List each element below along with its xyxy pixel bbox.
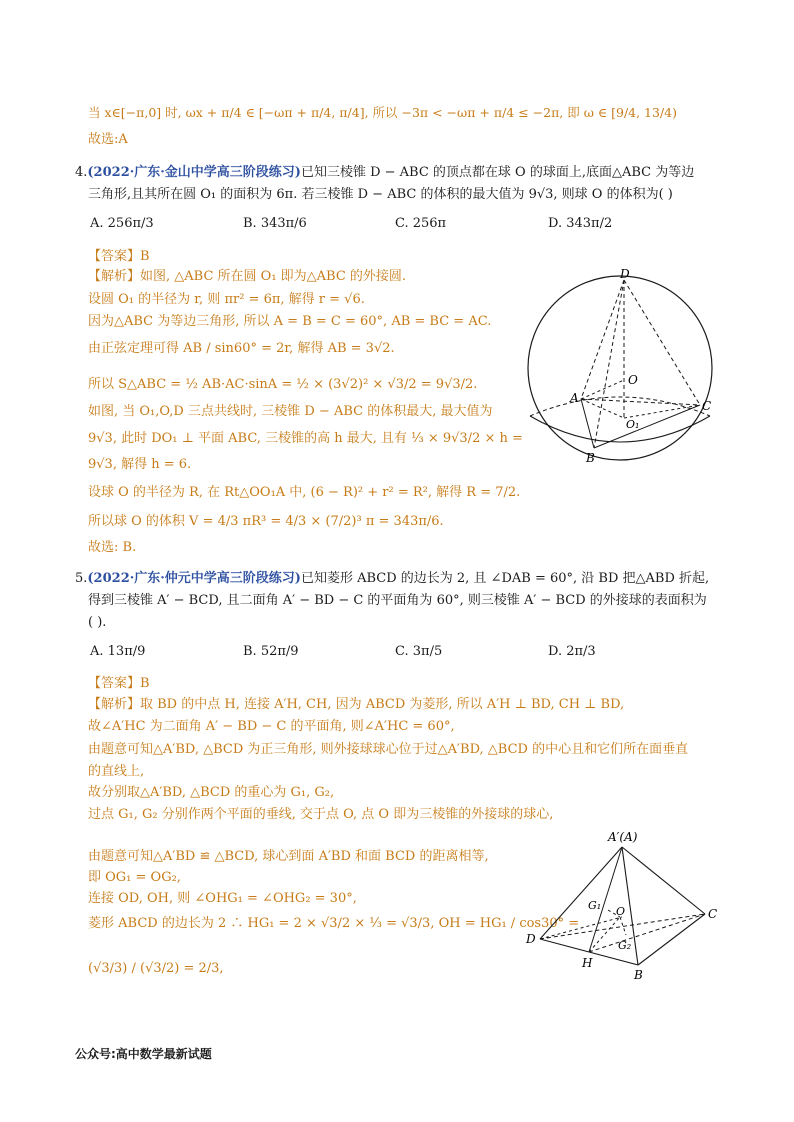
q5-sol-7: 由题意可知△A′BD ≌ △BCD, 球心到面 A′BD 和面 BCD 的距离相等, [88, 849, 489, 864]
q4-fig-label-a: A [570, 391, 579, 405]
q5-answer: 【答案】B [88, 676, 150, 691]
q5-fig-label-d: D [526, 932, 536, 946]
q5-sol-1: 【解析】取 BD 的中点 H, 连接 A′H, CH, 因为 ABCD 为菱形, 所以 A′H ⊥ BD, CH ⊥ BD, [88, 697, 625, 712]
q4-sol-7: 9√3, 此时 DO₁ ⊥ 平面 ABC, 三棱锥的高 h 最大, 且有 ⅓ × 9√3/2 × h = [88, 431, 523, 446]
q5-sol-11: (√3/3) / (√3/2) = 2/3, [88, 961, 224, 976]
q5-option-b[interactable]: B. 52π/9 [243, 644, 299, 659]
q4-stem-2: 三角形,且其所在圆 O₁ 的面积为 6π. 若三棱锥 D − ABC 的体积的最大值为 9√3, 则球 O 的体积为( ) [88, 187, 673, 202]
q5-option-d[interactable]: D. 2π/3 [548, 644, 596, 659]
q3-tail-answer: 故选:A [88, 132, 128, 147]
q4-sol-6: 如图, 当 O₁,O,D 三点共线时, 三棱锥 D − ABC 的体积最大, 最大值为 [88, 404, 493, 419]
q4-stem-1: 已知三棱锥 D − ABC 的顶点都在球 O 的球面上,底面△ABC 为等边 [300, 165, 695, 180]
q4-fig-label-b: B [586, 451, 595, 465]
q5-fig-label-h: H [582, 956, 593, 970]
q4-sol-10: 所以球 O 的体积 V = 4/3 πR³ = 4/3 × (7/2)³ π = 343π/6. [88, 514, 444, 529]
q4-sol-3: 因为△ABC 为等边三角形, 所以 A = B = C = 60°, AB = BC = AC. [88, 314, 492, 329]
q5-tetrahedron-figure [510, 825, 730, 985]
q4-source: (2022·广东·金山中学高三阶段练习) [87, 165, 301, 180]
q4-sol-8: 9√3, 解得 h = 6. [88, 457, 192, 472]
q4-sol-4: 由正弦定理可得 AB / sin60° = 2r, 解得 AB = 3√2. [88, 341, 395, 356]
q4-option-d[interactable]: D. 343π/2 [548, 216, 613, 231]
q4-sol-1: 【解析】如图, △ABC 所在圆 O₁ 即为△ABC 的外接圆. [88, 269, 407, 284]
q5-stem-1: 已知菱形 ABCD 的边长为 2, 且 ∠DAB = 60°, 沿 BD 把△ABD 折起, [300, 571, 710, 586]
q4-sol-5: 所以 S△ABC = ½ AB·AC·sinA = ½ × (3√2)² × √3/2 = 9√3/2. [88, 377, 478, 392]
q5-sol-8: 即 OG₁ = OG₂, [88, 870, 181, 885]
q5-fig-label-g1: G₁ [588, 899, 602, 912]
q5-source: (2022·广东·仲元中学高三阶段练习) [87, 571, 301, 586]
q5-option-a[interactable]: A. 13π/9 [90, 644, 146, 659]
q5-fig-label-c: C [708, 907, 718, 921]
q5-stem-3: ( ). [88, 615, 107, 630]
q4-answer: 【答案】B [88, 249, 150, 264]
q5-sol-5: 故分别取△A′BD, △BCD 的重心为 G₁, G₂, [88, 785, 335, 800]
q4-fig-label-o: O [628, 373, 638, 387]
q5-option-c[interactable]: C. 3π/5 [395, 644, 443, 659]
q5-sol-3: 由题意可知△A′BD, △BCD 为正三角形, 则外接球球心位于过△A′BD, △BCD 的中心且和它们所在面垂直 [88, 742, 689, 757]
q5-number: 5. [75, 571, 88, 586]
q4-fig-label-c: C [702, 399, 712, 413]
q4-option-c[interactable]: C. 256π [395, 216, 447, 231]
q5-sol-2: 故∠A′HC 为二面角 A′ − BD − C 的平面角, 则∠A′HC = 60°, [88, 719, 455, 734]
q4-sol-2: 设圆 O₁ 的半径为 r, 则 πr² = 6π, 解得 r = √6. [88, 292, 365, 307]
footer-wechat-account: 公众号:高中数学最新试题 [75, 1047, 212, 1061]
q4-number: 4. [75, 165, 88, 180]
q4-option-b[interactable]: B. 343π/6 [243, 216, 307, 231]
q4-sol-9: 设球 O 的半径为 R, 在 Rt△OO₁A 中, (6 − R)² + r² = R², 解得 R = 7/2. [88, 485, 521, 500]
q4-option-a[interactable]: A. 256π/3 [90, 216, 154, 231]
q4-fig-label-o1: O₁ [626, 418, 640, 431]
q4-fig-label-d: D [620, 268, 630, 281]
q5-number-line [75, 570, 709, 588]
q4-number-line [75, 164, 694, 182]
q4-sphere-figure [520, 268, 720, 468]
q5-sol-6: 过点 G₁, G₂ 分别作两个平面的垂线, 交于点 O, 点 O 即为三棱锥的外接球的球心, [88, 807, 554, 822]
q5-stem-2: 得到三棱锥 A′ − BCD, 且二面角 A′ − BD − C 的平面角为 60°, 则三棱锥 A′ − BCD 的外接球的表面积为 [88, 593, 707, 608]
q5-fig-label-b: B [634, 968, 643, 982]
q4-sol-11: 故选: B. [88, 540, 137, 555]
q5-fig-label-g2: G₂ [618, 939, 632, 952]
q5-fig-label-o: O [616, 905, 626, 918]
q3-tail-line1: 当 x∈[−π,0] 时, ωx + π/4 ∈ [−ωπ + π/4, π/4], 所以 −3π < −ωπ + π/4 ≤ −2π, 即 ω ∈ [9/4, 13/4) [88, 105, 677, 120]
q5-sol-4: 的直线上, [88, 764, 145, 779]
q5-sol-9: 连接 OD, OH, 则 ∠OHG₁ = ∠OHG₂ = 30°, [88, 891, 357, 906]
q5-fig-label-a-prime: A′(A) [608, 830, 638, 844]
q5-sol-10: 菱形 ABCD 的边长为 2 ∴ HG₁ = 2 × √3/2 × ⅓ = √3/3, OH = HG₁ / cos30° = [88, 916, 580, 931]
